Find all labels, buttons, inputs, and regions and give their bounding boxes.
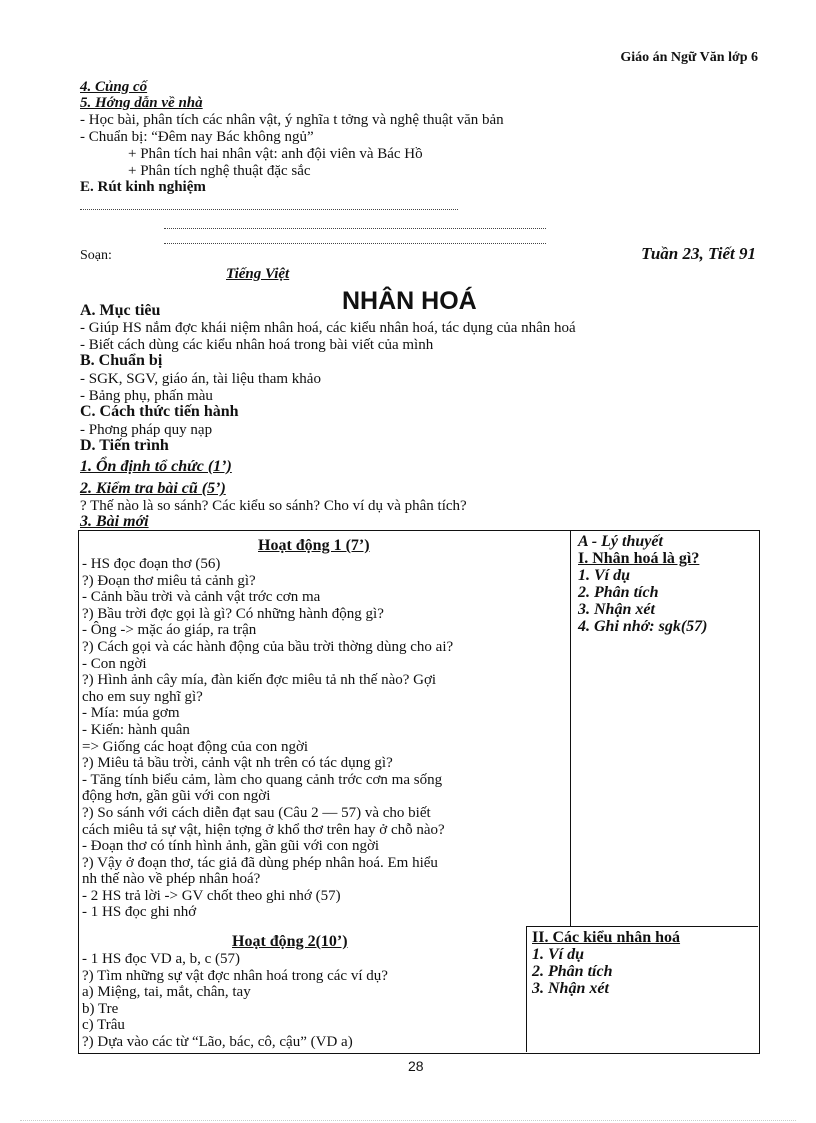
table-line: động hơn, gần gũi với con ngời	[82, 788, 271, 805]
text-line: - Biết cách dùng các kiểu nhân hoá trong bài viết của mình	[80, 337, 434, 353]
table-line: - Con ngời	[82, 655, 147, 672]
step-bai-moi: 3. Bài mới	[80, 513, 149, 530]
activity-1-content	[82, 556, 453, 921]
table-divider	[526, 926, 527, 1052]
section-a-heading: A. Mục tiêu	[80, 302, 161, 319]
theory-step: 4. Ghi nhớ: sgk(57)	[578, 618, 708, 635]
text-line: + Phân tích hai nhân vật: anh đội viên và Bác Hồ	[128, 146, 423, 162]
week-label: Tuần 23, Tiết 91	[641, 244, 756, 263]
activity-1-title: Hoạt động 1 (7’)	[258, 537, 370, 554]
table-line: cho em suy nghĩ gì?	[82, 688, 203, 705]
table-line: cách miêu tả sự vật, hiện tợng ở khổ thơ trên hay ở chỗ nào?	[82, 821, 445, 838]
table-line: c) Trâu	[82, 1017, 125, 1034]
activity-2-title: Hoạt động 2(10’)	[232, 933, 348, 950]
table-line: - 1 HS đọc VD a, b, c (57)	[82, 951, 241, 967]
step-kiem-tra: 2. Kiểm tra bài cũ (5’)	[80, 480, 226, 497]
text-line: + Phân tích nghệ thuật đặc sắc	[128, 163, 311, 179]
table-line: - Mía: múa gơm	[82, 705, 180, 722]
section-b-heading: B. Chuẩn bị	[80, 352, 163, 369]
text-line: - Bảng phụ, phấn màu	[80, 388, 213, 404]
subject-label: Tiếng Việt	[226, 266, 290, 282]
section-cung-co: 4. Củng cố	[80, 79, 148, 95]
table-line: => Giống các hoạt động của con ngời	[82, 738, 309, 755]
table-line: ?) Hình ảnh cây mía, đàn kiến đợc miêu tả nh thế nào? Gợi	[82, 672, 437, 689]
table-line: ?) Miêu tả bầu trời, cảnh vật nh trên có tác dụng gì?	[82, 755, 393, 772]
table-line: ?) Đoạn thơ miêu tả cảnh gì?	[82, 572, 256, 589]
theory-step: 3. Nhận xét	[578, 601, 655, 618]
types-step: 3. Nhận xét	[532, 980, 609, 997]
section-c-heading: C. Cách thức tiến hành	[80, 403, 239, 420]
table-line: ?) Dựa vào các từ “Lão, bác, cô, cậu” (VD a)	[82, 1033, 353, 1050]
table-line: ?) Vậy ở đoạn thơ, tác giả đã dùng phép nhân hoá. Em hiểu	[82, 854, 438, 871]
section-rut-kinh-nghiem: E. Rút kinh nghiệm	[80, 179, 206, 195]
text-line: - Chuẩn bị: “Đêm nay Bác không ngủ”	[80, 129, 314, 145]
text-line: - Học bài, phân tích các nhân vật, ý nghĩa t tởng và nghệ thuật văn bản	[80, 112, 504, 128]
text-line: - Phơng pháp quy nạp	[80, 422, 213, 438]
section-d-heading: D. Tiến trình	[80, 437, 169, 454]
theory-step: 1. Ví dụ	[578, 567, 631, 584]
types-heading: II. Các kiểu nhân hoá	[532, 929, 681, 946]
theory-step: 2. Phân tích	[578, 584, 659, 601]
text-line: - Giúp HS nắm đợc khái niệm nhân hoá, các kiểu nhân hoá, tác dụng của nhân hoá	[80, 320, 576, 336]
types-step: 1. Ví dụ	[532, 946, 585, 963]
table-line: b) Tre	[82, 1000, 119, 1017]
table-line: - Tăng tính biểu cảm, làm cho quang cảnh trớc cơn ma sống	[82, 771, 443, 788]
activity-2-content	[82, 951, 388, 1051]
table-line: - Kiến: hành quân	[82, 721, 190, 738]
table-line: - HS đọc đoạn thơ (56)	[82, 556, 221, 572]
section-huong-dan: 5. Hớng dẫn về nhà	[80, 95, 203, 111]
table-line: ?) Cách gọi và các hành động của bầu trời thờng dùng cho ai?	[82, 638, 454, 655]
table-line: nh thế nào về phép nhân hoá?	[82, 871, 261, 888]
table-line: ?) Bầu trời đợc gọi là gì? Có những hành động gì?	[82, 605, 384, 622]
page-title: NHÂN HOÁ	[342, 287, 477, 315]
table-line: ?) So sánh với cách diễn đạt sau (Câu 2 — 57) và cho biết	[82, 804, 431, 821]
dotted-line	[164, 228, 546, 229]
page-header: Giáo án Ngữ Văn lớp 6	[620, 50, 758, 65]
text-line: ? Thế nào là so sánh? Các kiểu so sánh? Cho ví dụ và phân tích?	[80, 498, 467, 514]
table-line: - Đoạn thơ có tính hình ảnh, gần gũi với con ngời	[82, 838, 380, 855]
step-on-dinh: 1. Ổn định tổ chức (1’)	[80, 458, 232, 475]
dotted-line	[80, 209, 458, 210]
table-line: - 1 HS đọc ghi nhớ	[82, 904, 197, 921]
table-line: - 2 HS trả lời -> GV chốt theo ghi nhớ (57)	[82, 887, 341, 904]
text-line: - SGK, SGV, giáo án, tài liệu tham khảo	[80, 371, 321, 387]
table-line: - Cảnh bầu trời và cảnh vật trớc cơn ma	[82, 589, 321, 606]
theory-heading: A - Lý thuyết	[578, 533, 663, 550]
page-number: 28	[408, 1058, 424, 1074]
types-step: 2. Phân tích	[532, 963, 613, 980]
table-divider	[570, 530, 571, 926]
page-edge-line	[20, 1120, 796, 1121]
theory-subheading: I. Nhân hoá là gì?	[578, 550, 700, 567]
table-line: - Ông -> mặc áo giáp, ra trận	[82, 622, 257, 639]
table-line: ?) Tìm những sự vật đợc nhân hoá trong các ví dụ?	[82, 967, 388, 984]
dotted-line	[164, 243, 546, 244]
table-line: a) Miệng, tai, mắt, chân, tay	[82, 984, 251, 1001]
table-divider	[526, 926, 758, 927]
soan-label: Soạn:	[80, 248, 112, 263]
